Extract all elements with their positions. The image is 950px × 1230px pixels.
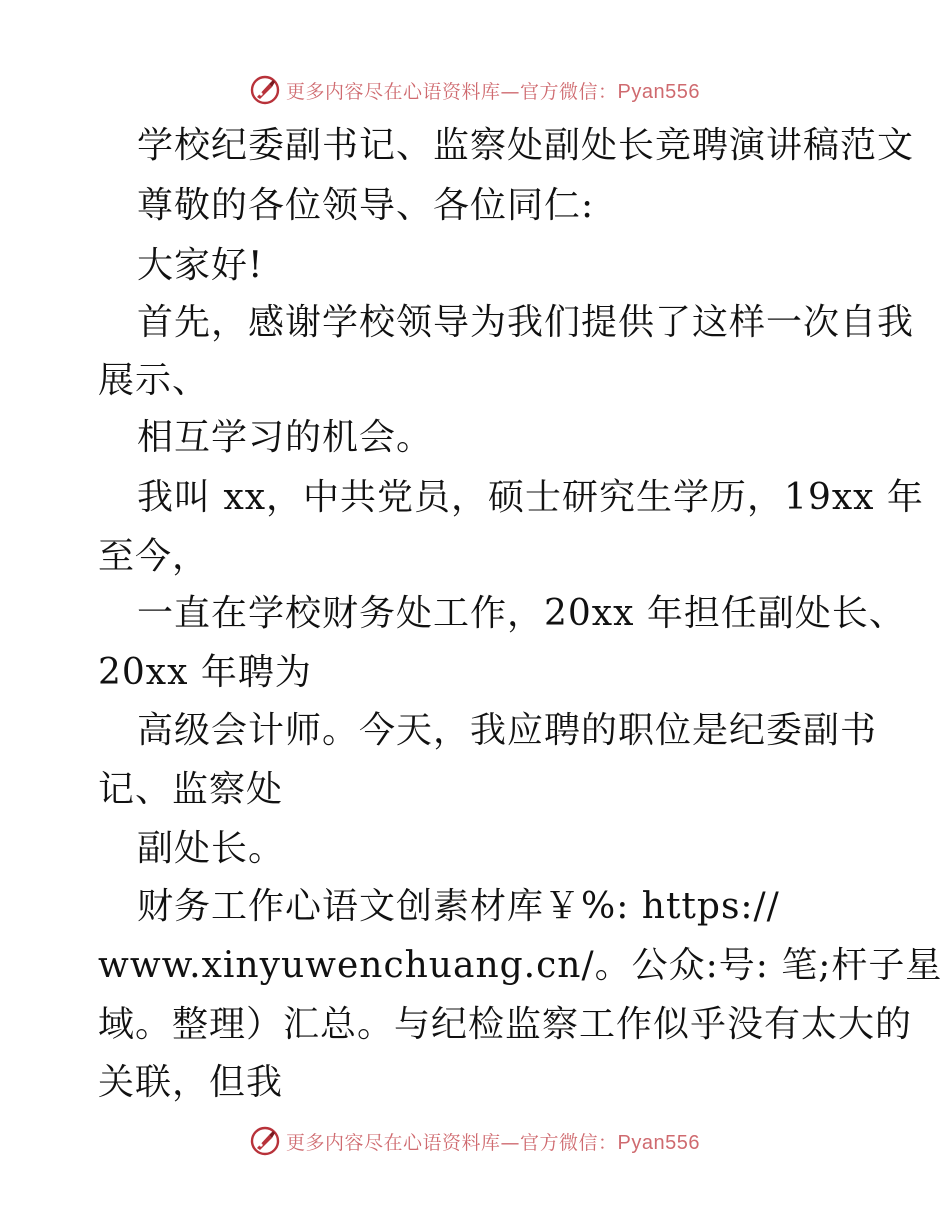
paragraph-line: 关联，但我 bbox=[98, 1062, 284, 1103]
document-title: 学校纪委副书记、监察处副处长竞聘演讲稿范文 bbox=[137, 125, 915, 166]
paragraph-line: 至今， bbox=[98, 536, 210, 577]
paragraph-line: www.xinyuwenchuang.cn/。公众:号: 笔;杆子星 bbox=[98, 945, 943, 986]
paragraph-line: 20xx 年聘为 bbox=[98, 652, 312, 693]
paragraph-line: 高级会计师。今天，我应聘的职位是纪委副书 bbox=[137, 710, 878, 751]
footer-watermark-banner bbox=[0, 1121, 950, 1161]
paragraph-line: 域。整理）汇总。与纪检监察工作似乎没有太大的 bbox=[98, 1004, 913, 1045]
paragraph-line: 副处长。 bbox=[137, 828, 286, 869]
pen-logo-icon bbox=[250, 1126, 280, 1156]
paragraph-line: 记、监察处 bbox=[98, 769, 284, 810]
paragraph-line: 相互学习的机会。 bbox=[137, 417, 434, 458]
greeting: 大家好! bbox=[137, 245, 264, 286]
watermark-text: 更多内容尽在心语资料库—官方微信：Pyan556 bbox=[286, 1131, 700, 1154]
paragraph-line: 财务工作心语文创素材库￥%: https:// bbox=[137, 886, 780, 927]
paragraph-line: 我叫 xx，中共党员，硕士研究生学历，19xx 年 bbox=[137, 477, 924, 518]
salutation: 尊敬的各位领导、各位同仁: bbox=[137, 185, 595, 226]
paragraph-line: 展示、 bbox=[98, 360, 210, 401]
paragraph-line: 一直在学校财务处工作，20xx 年担任副处长、 bbox=[137, 593, 906, 634]
paragraph-line: 首先，感谢学校领导为我们提供了这样一次自我 bbox=[137, 302, 915, 343]
watermark-text: 更多内容尽在心语资料库—官方微信：Pyan556 bbox=[286, 80, 700, 103]
